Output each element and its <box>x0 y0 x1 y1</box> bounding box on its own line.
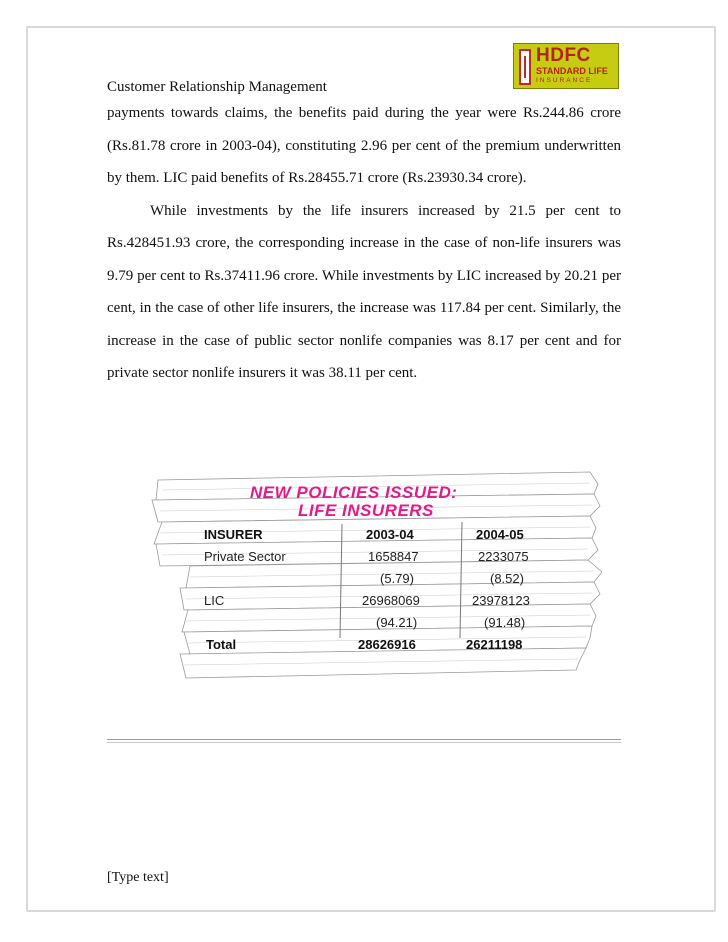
paragraph: While investments by the life insurers increased by 21.5 per cent to Rs.428451.93 crore, the corresponding increase in the case of non-life insurers was 9.79 per cent to Rs.37411.96 crore. While investments by LIC increased by 20.21 per cent, in the case of other life insurers, the increase was 117.84 per cent. Similarly, the increase in the case of public sector nonlife companies was 8.17 per cent and for private sector nonlife insurers it was 38.11 per cent. <box>107 202 621 381</box>
document-header: Customer Relationship Management <box>107 79 327 95</box>
private-sector-share-2003-04: (5.79) <box>380 571 414 586</box>
logo-line3: INSURANCE <box>536 77 593 84</box>
row-lic-label: LIC <box>204 593 225 608</box>
logo-mark-icon <box>519 49 531 85</box>
footer-text[interactable]: [Type text] <box>107 870 169 885</box>
hdfc-standard-life-logo <box>513 43 619 89</box>
logo-line2: STANDARD LIFE <box>536 66 608 76</box>
lic-2004-05: 23978123 <box>472 593 530 608</box>
table-title-line2: LIFE INSURERS <box>298 501 434 520</box>
total-2004-05: 26211198 <box>466 637 523 652</box>
private-sector-share-2004-05: (8.52) <box>490 571 524 586</box>
row-total-label: Total <box>206 637 237 652</box>
row-private-sector-label: Private Sector <box>204 549 286 564</box>
paragraph: payments towards claims, the benefits paid during the year were Rs.244.86 crore (Rs.81.78 crore in 2003-04), constituting 2.96 per cent of the premium underwritten by them. LIC paid benefits of Rs.28455.71 crore (Rs.23930.34 crore). <box>107 105 621 186</box>
header-2003-04: 2003-04 <box>366 527 414 542</box>
new-policies-table-graphic <box>150 466 602 694</box>
footer-divider <box>107 739 621 740</box>
private-sector-2003-04: 1658847 <box>368 549 419 564</box>
logo-name: HDFC <box>536 45 591 66</box>
body-text <box>107 97 621 390</box>
lic-2003-04: 26968069 <box>362 593 420 608</box>
lic-share-2003-04: (94.21) <box>376 615 418 630</box>
private-sector-2004-05: 2233075 <box>478 549 529 564</box>
header-insurer: INSURER <box>204 527 263 542</box>
header-2004-05: 2004-05 <box>476 527 524 542</box>
lic-share-2004-05: (91.48) <box>484 615 526 630</box>
footer-divider-secondary <box>107 742 621 743</box>
table-title-line1: NEW POLICIES ISSUED: <box>250 483 458 502</box>
total-2003-04: 28626916 <box>358 637 416 652</box>
